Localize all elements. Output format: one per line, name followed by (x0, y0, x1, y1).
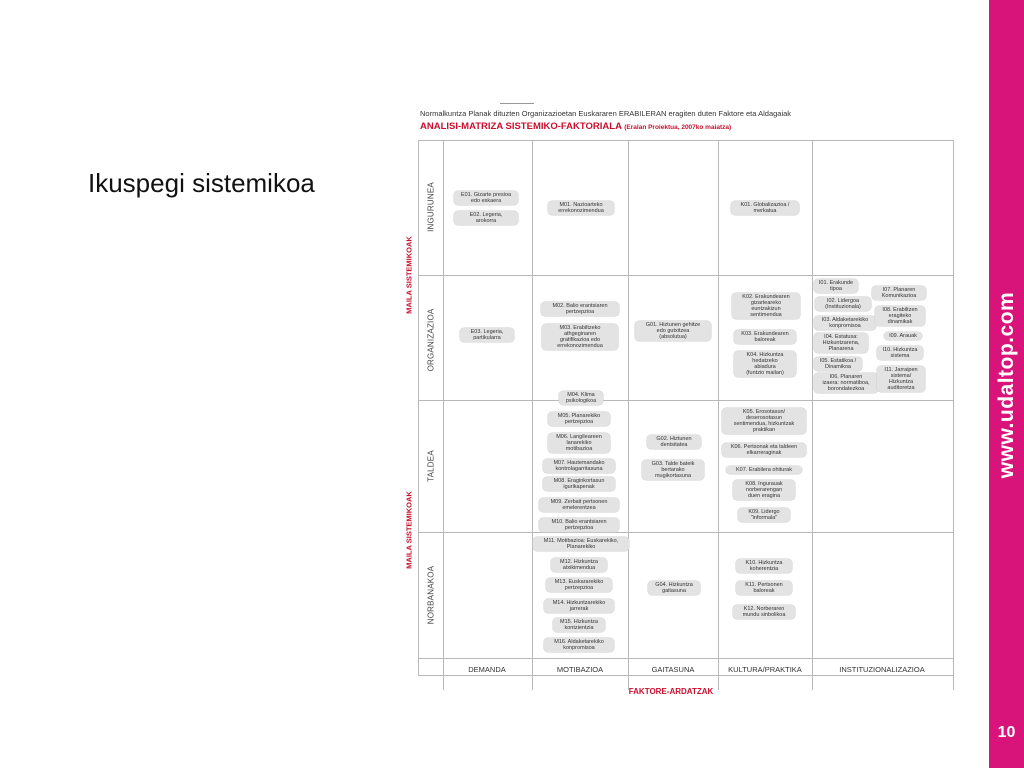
brand-sidebar (989, 0, 1024, 768)
item-i08: I08. Erabiltzen eragiteko dinamikak (875, 306, 925, 326)
item-i07: I07. Planaren Komunikazioa (872, 286, 926, 300)
col-label-instituzionalizazioa: INSTITUZIONALIZAZIOA (839, 665, 925, 674)
item-k05: K05. Erosotasun/ deserosotasun sentimendua, hizkuntzak praktikan (722, 408, 806, 434)
item-m10: M10. Balio erantsiaren pertzepzioa (539, 518, 619, 532)
item-g01: G01. Hiztunen gehitze edo gutxitzea (absolutua) (635, 321, 711, 341)
item-m04: M04. Klima psikologikoa (559, 391, 603, 405)
row-label-taldea: TALDEA (426, 450, 436, 482)
item-m16: M16. Aldaketarekiko konpromisoa (544, 638, 614, 652)
matrix-grid (396, 100, 956, 700)
slide-title: Ikuspegi sistemikoa (88, 168, 315, 198)
grid-line (532, 140, 533, 690)
axis-label: FAKTORE-ARDATZAK (628, 687, 714, 696)
item-e03: E03. Legeria, partikularra (460, 328, 514, 342)
item-m14: M14. Hizkuntzarekiko jarrerak (544, 599, 614, 613)
item-i02: I02. Lidergoa (Instituzionala) (815, 297, 871, 311)
item-i01: I01. Erakunde tipoa (814, 279, 858, 293)
item-k07: K07. Erabilera ohiturak (726, 466, 802, 474)
grid-line (443, 140, 444, 690)
item-m06: M06. Langileareen lanarekiko motibazioa (548, 433, 610, 453)
item-k03: K03. Erakundearen baloreak (734, 330, 796, 344)
grid-line (812, 140, 813, 690)
item-k11: K11. Pertsonen baloreak (736, 581, 792, 595)
item-m07: M07. Hautemandako kontrolagarritasuna (543, 459, 615, 473)
col-label-kultura-praktika: KULTURA/PRAKTIKA (728, 665, 802, 674)
item-m15: M15. Hizkuntza kontzientzia (553, 618, 605, 632)
item-m11: M11. Motibazioa: Euskarekiko, Planarekiko (533, 537, 629, 551)
item-i11: I11. Jarraipen sistema/ Hizkuntza auditoretza (877, 366, 925, 392)
matrix-figure (396, 100, 956, 700)
item-g04: G04. Hizkuntza gaitasuna (648, 581, 700, 595)
item-i06: I06. Planaren izaera: normatiboa, borondatezkoa (814, 373, 878, 393)
item-m09: M09. Zerbait pertsonen emelerentzea (539, 498, 619, 512)
item-k09: K09. Lidergo "informala" (738, 508, 790, 522)
item-k08: K08. Ingurauak norberarengan duen eragina (733, 480, 795, 500)
col-label-demanda: DEMANDA (468, 665, 506, 674)
item-i09: I09. Arauak (884, 332, 922, 340)
item-k01: K01. Globalizazioa / merkatua (731, 201, 799, 215)
grid-line (953, 140, 954, 690)
item-i10: I10. Hizkuntza sistema (877, 346, 923, 360)
maila-label-top: MAILA SISTEMIKOAK (404, 236, 414, 314)
item-m05: M05. Planarekiko pertzepzioa (548, 412, 610, 426)
item-e01: E01. Gizarte presioa edo eskaera (454, 191, 518, 205)
item-m03: M03. Erabiltzeko athgeginaren gratifikazioa edo errekonozimendua (542, 324, 618, 350)
item-k12: K12. Norberaren mundu sinbolikoa (733, 605, 795, 619)
row-label-organizazioa: ORGANIZAZIOA (426, 308, 436, 372)
item-g03: G03. Talde bateik bertarako mugikortasuna (642, 460, 704, 480)
item-g02: G02. Hiztunen dentsitatea (647, 435, 701, 449)
item-i05: I05. Estatikoa / Dinamikoa (814, 357, 862, 371)
item-m08: M08. Eraginkortasun igurikapenak (543, 477, 615, 491)
item-k10: K10. Hizkuntza koherentzia (736, 559, 792, 573)
item-m12: M12. Hizkuntza atxikimendua (551, 558, 607, 572)
item-m13: M13. Euskararekiko pertzepzioa (546, 578, 612, 592)
item-i03: I03. Aldaketarekiko konpromisoa (814, 316, 876, 330)
item-i04: I04. Estatusa: Hizkuntzarena, Planarena (814, 333, 868, 353)
figure-subtitle: Normalkuntza Planak dituzten Organizazioetan Euskararen ERABILERAN eragiten duten Faktore eta Aldagaiak (420, 109, 792, 118)
grid-line (418, 532, 954, 533)
grid-line (628, 140, 629, 690)
item-k04: K04. Hizkuntza hedatzeko abiadura (funtzio mailan) (734, 351, 796, 377)
grid-line (718, 140, 719, 690)
maila-label-bottom: MAILA SISTEMIKOAK (404, 491, 414, 569)
row-label-ingurunea: INGURUNEA (426, 182, 436, 232)
item-e02: E02. Legeria, arokorra (454, 211, 518, 225)
grid-line (418, 658, 954, 659)
grid-line (418, 140, 419, 675)
col-label-gaitasuna: GAITASUNA (651, 665, 695, 674)
grid-line (418, 140, 954, 141)
row-label-norbanakoa: NORBANAKOA (426, 565, 436, 625)
grid-line (418, 275, 954, 276)
item-k06: K06. Pertsonak eta taldeen elkarreraginak (722, 443, 806, 457)
item-k02: K02. Erakundearen gizarteareko euntzakizun sentimendua (732, 293, 800, 319)
site-url[interactable]: www.udaltop.com (994, 291, 1018, 479)
grid-line (418, 675, 954, 676)
col-label-motibazioa: MOTIBAZIOA (556, 665, 604, 674)
item-m01: M01. Nazioarteko errekonozimendua (548, 201, 614, 215)
page-number: 10 (997, 724, 1016, 741)
figure-title-note: (Eralan Proiektua, 2007ko maiatza) (624, 124, 732, 131)
figure-title-text: ANALISI-MATRIZA SISTEMIKO-FAKTORIALA (420, 121, 622, 132)
item-m02: M02. Balio erantsiaren pertzepzioa (541, 302, 619, 316)
grid-line (418, 400, 954, 401)
